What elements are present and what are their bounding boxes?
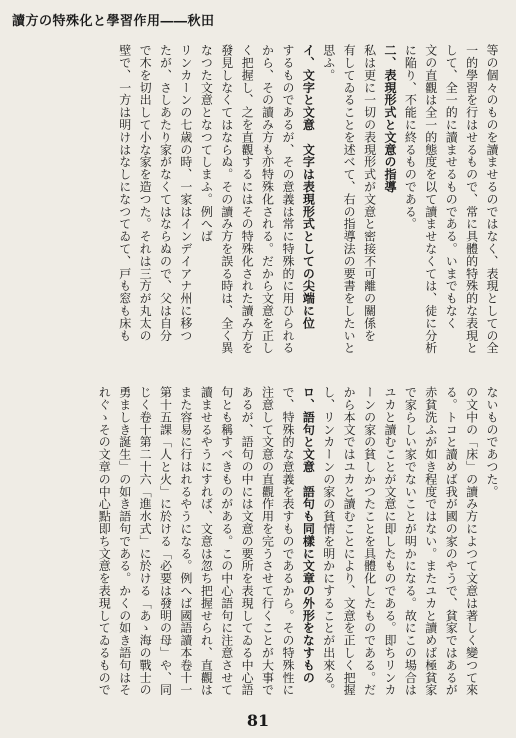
text-column: 壁で、一方は明けはなしになつてゐて、戸も窓も床も — [117, 44, 132, 342]
text-column: 讀ませるやうにすれば、文意は忽ち把握せられ、直觀は — [199, 386, 214, 696]
text-column: 赤貧洗ふが如き程度ではない。またユカと讀めば極貧家 — [423, 386, 438, 696]
text-column: 等の個々のものを讀ませるのではなく、表現としての全 — [485, 44, 499, 354]
text-column: で、特殊的な意義を表すものであるから。その特殊性に — [280, 386, 295, 696]
text-column: れぐゝその文章の中心點即ち文意を表現してゐるもので — [97, 386, 112, 696]
text-column: 私は更に一切の表現形式が文意と密接不可離の關係を — [362, 44, 377, 342]
text-column: の文中の「床」の讀み方によつて文意は著しく變つて來 — [464, 386, 479, 696]
text-column: なつた文意となつてしまふ。例へば — [199, 44, 214, 243]
text-column: る。トコと讀めば我が國の家のやうで、貧家ではあるが — [444, 386, 459, 696]
text-column: 句とも稱すべきものがある。この中心語句に注意させて — [219, 386, 234, 696]
text-column: く把握し、之を直觀するにはその特殊化された讀み方を — [240, 44, 255, 354]
text-column: して、全一的に讀ませるものである。いまでもなく — [444, 44, 459, 330]
text-column: リンカーンの七歳の時、一家はインデイアナ州に移つ — [178, 44, 193, 342]
lower-text-block — [16, 386, 502, 704]
text-column: 有してゐることを述べて、右の指導法の要書をしたいと — [342, 44, 357, 354]
upper-text-block — [16, 44, 502, 366]
text-column: から本文ではユカと讀むことにより、文意を正しく把握 — [342, 386, 357, 696]
running-header: 讀方の特殊化と學習作用――秋田 — [12, 14, 215, 29]
text-column: たが、さしあたり家がなくてはならぬので、父は自分 — [158, 44, 173, 342]
text-column: し、リンカーンの家の貧情を明かにすることが出來る。 — [321, 386, 336, 696]
page-number: 81 — [246, 711, 270, 730]
text-column: 第十五課「人と火」に於ける「必要は發明の母」や、同 — [158, 386, 173, 696]
text-column: で家らしい家でないことが明かになる。故にこの場合は — [403, 386, 418, 696]
text-column: 思ふ。 — [321, 44, 336, 82]
text-column: に陥り、不能に終るものである。 — [403, 44, 418, 230]
text-column: 文の直觀は全一的態度を以て讀ませなくては、徒に分析 — [423, 44, 438, 354]
text-column: するものであるが、その意義は常に特殊的に用ひられる — [280, 44, 295, 354]
text-column: また容易に行はれるやうになる。例へば國語讀本卷十一 — [178, 386, 193, 696]
text-column: ないものであつた。 — [485, 386, 499, 498]
text-column: あるが、語句の中には文意の要所を表現してゐる中心語 — [240, 386, 255, 696]
text-column: から、その讀み方も亦特殊化される。だから文意を正し — [260, 44, 275, 354]
text-column: 一的學習を行はせるもので、常に具體的特殊的な表現と — [464, 44, 479, 354]
text-column: 二、表現形式と文意の指導 — [382, 44, 397, 193]
text-column: イ、文字と文意 文字は表現形式としての尖端に位 — [301, 44, 316, 330]
text-column: じく卷十第二十六「進水式」に於ける「あゝ海の戰士の — [138, 386, 153, 696]
text-column: 注意して文意の直觀作用を完うさせて行くことが大事で — [260, 386, 275, 696]
text-column: で木を切出して小な家を造つた。それは三方が丸太の — [138, 44, 153, 342]
text-column: 發見しなくてはならぬ。その讀み方を誤る時は、全く異 — [219, 44, 234, 354]
text-column: 勇ましき誕生」の如き語句である。かくの如き語句はそ — [117, 386, 132, 696]
text-column: ロ、語句と文意 語句も同樣に文章の外形をなすもの — [301, 386, 316, 684]
text-column: ーンの家の貧しかつたことを具體化したものである。だ — [362, 386, 377, 696]
text-column: ユカと讀むことが文意に即したものである。即ちリンカ — [382, 386, 397, 696]
